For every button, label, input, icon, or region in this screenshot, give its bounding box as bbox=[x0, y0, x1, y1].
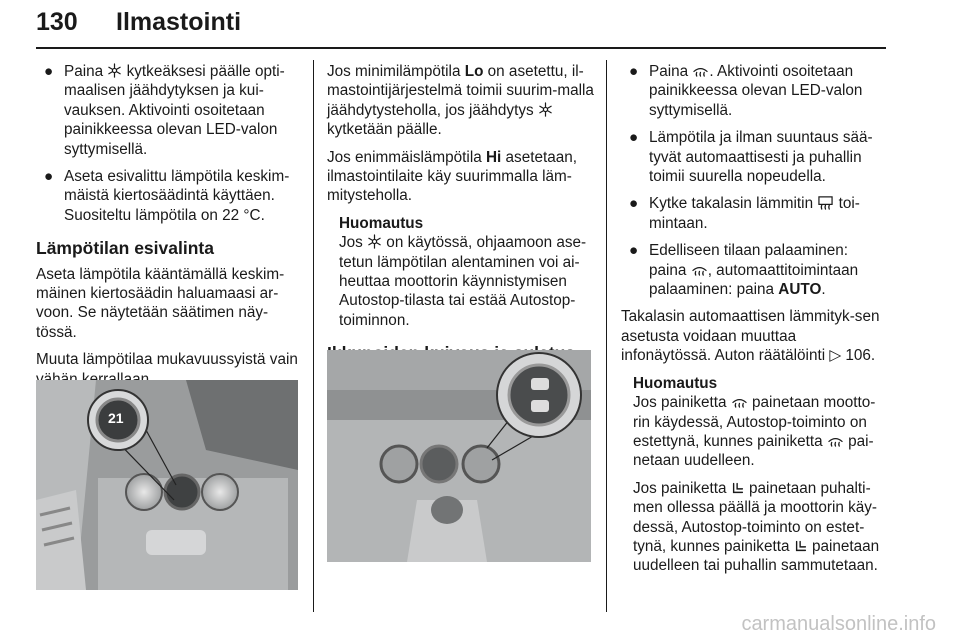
paragraph-rear-auto bbox=[621, 307, 889, 365]
bullet-dot: ● bbox=[44, 168, 54, 186]
paragraph: Muuta lämpötilaa mukavuussyistä vain bbox=[36, 351, 298, 369]
column-2 bbox=[327, 62, 595, 389]
paragraph-lo bbox=[327, 62, 595, 140]
header-rule bbox=[36, 47, 886, 49]
bullet-dot: ● bbox=[629, 129, 639, 147]
bullet-temp bbox=[36, 167, 302, 225]
bullet-auto-adjust bbox=[621, 128, 889, 186]
page-reference[interactable]: 106 bbox=[845, 347, 871, 365]
column-3 bbox=[621, 62, 889, 584]
text: painetaan puhalti-men ollessa päällä ja moottorin käy-dessä, Autostop-toiminto on estet-tynä, kunnes painiketta bbox=[633, 479, 878, 555]
paragraph-hi bbox=[327, 148, 595, 206]
column-divider-2 bbox=[606, 60, 607, 612]
text: Kytke takalasin lämmitin bbox=[649, 195, 818, 213]
text: Jos painiketta bbox=[633, 479, 731, 497]
watermark: carmanualsonline.info bbox=[741, 613, 936, 635]
windscreen-defrost-icon bbox=[827, 433, 844, 448]
text: painetaan mootto-rin käydessä, Autostop-toiminto on estettynä, kunnes painiketta bbox=[633, 394, 876, 450]
knob-temp-display: 21 bbox=[108, 410, 124, 426]
bullet-text: Lämpötila ja ilman suuntaus sää-tyvät automaattisesti ja puhallin toimii suurella nopeudella. bbox=[649, 129, 873, 186]
bullet-text: kytkeäksesi päälle opti-maalisen jäähdytyksen ja kui-vauksen. Aktivointi osoitetaan painikkeessa olevan LED-valon syttymisellä. bbox=[64, 63, 285, 158]
section-heading-temp: Lämpötilan esivalinta bbox=[36, 238, 214, 259]
text: Takalasin automaattisen lämmityk-sen asetusta voidaan muuttaa infonäytössä. Auton räätälöinti bbox=[621, 308, 880, 365]
air-distribution-icon bbox=[731, 481, 745, 495]
windscreen-defrost-icon bbox=[731, 394, 748, 409]
note-text bbox=[633, 393, 889, 471]
windscreen-defrost-icon bbox=[691, 262, 708, 277]
page-number: 130 bbox=[36, 8, 78, 36]
hi-label: Hi bbox=[485, 148, 502, 166]
chapter-title: Ilmastointi bbox=[116, 8, 242, 36]
text: Jos painiketta bbox=[633, 394, 731, 412]
windscreen-defrost-icon bbox=[692, 63, 709, 78]
text: painetaan uudelleen tai puhallin sammutetaan. bbox=[633, 537, 880, 575]
rear-window-heater-icon bbox=[817, 195, 834, 210]
note-box bbox=[327, 214, 595, 330]
note-text bbox=[339, 233, 595, 330]
defrost-buttons-photo bbox=[327, 350, 591, 562]
bullet-dot: ● bbox=[629, 63, 639, 80]
note-title: Huomautus bbox=[633, 374, 718, 392]
paragraph: Aseta lämpötila kääntämällä keskim-mäinen kiertosäädin haluamaasi ar-voon. Se näytetään säätimen näy-tössä. bbox=[36, 265, 285, 341]
text: Jos minimilämpötila bbox=[327, 63, 465, 80]
climate-panel-photo bbox=[36, 380, 298, 590]
bullet-defrost-press bbox=[621, 62, 889, 120]
note-title: Huomautus bbox=[339, 214, 424, 232]
snowflake-icon bbox=[367, 234, 382, 249]
text: . Aktivointi osoitetaan painikkeessa olevan LED-valon syttymisellä. bbox=[649, 63, 863, 119]
bullet-text: Paina bbox=[64, 63, 108, 80]
text: Jos enimmäislämpötila bbox=[327, 148, 486, 166]
bullet-dot: ● bbox=[629, 195, 639, 213]
page-ref-arrow-icon: ▷ bbox=[829, 347, 842, 365]
text: kytketään päälle. bbox=[327, 121, 442, 139]
note-text bbox=[633, 479, 889, 576]
text: , automaattitoimintaan palaaminen: paina bbox=[649, 261, 859, 299]
column-1 bbox=[36, 62, 302, 397]
bullet-dot: ● bbox=[44, 63, 54, 80]
auto-label: AUTO bbox=[778, 281, 822, 299]
bullet-dot: ● bbox=[629, 242, 639, 260]
bullet-ac bbox=[36, 62, 302, 159]
text: pai-netaan uudelleen. bbox=[633, 432, 874, 470]
text: toi-mintaan. bbox=[649, 195, 860, 232]
text: . bbox=[870, 347, 876, 365]
bullet-rear-window bbox=[621, 194, 889, 233]
snowflake-icon bbox=[538, 102, 553, 117]
air-distribution-icon bbox=[794, 539, 808, 553]
note-box bbox=[621, 374, 889, 576]
lo-label: Lo bbox=[464, 63, 484, 80]
bullet-text: Aseta esivalittu lämpötila keskim-mäistä kiertosäädintä käyttäen. Suositeltu lämpötila on 22 °C. bbox=[64, 168, 290, 224]
text: asetetaan, ilmastointilaite käy suurimmalla läm-mitysteholla. bbox=[327, 148, 577, 205]
text: Edelliseen tilaan palaaminen: paina bbox=[649, 242, 848, 279]
text: . bbox=[821, 281, 826, 299]
text: on käytössä, ohjaamoon ase-tetun lämpötilan alentaminen voi ai-heuttaa moottorin käynnistymisen Autostop-tilasta tai estää Autostop-toiminnon. bbox=[339, 234, 587, 329]
text: Jos bbox=[339, 234, 368, 252]
bullet-return bbox=[621, 241, 889, 299]
text: Paina bbox=[649, 63, 693, 80]
text: on asetettu, il-mastointijärjestelmä toimii suurim-malla jäähdytysteholla, jos jäähdytys bbox=[327, 63, 594, 119]
snowflake-icon bbox=[107, 63, 122, 78]
column-divider-1 bbox=[313, 60, 314, 612]
page-header bbox=[36, 0, 886, 48]
